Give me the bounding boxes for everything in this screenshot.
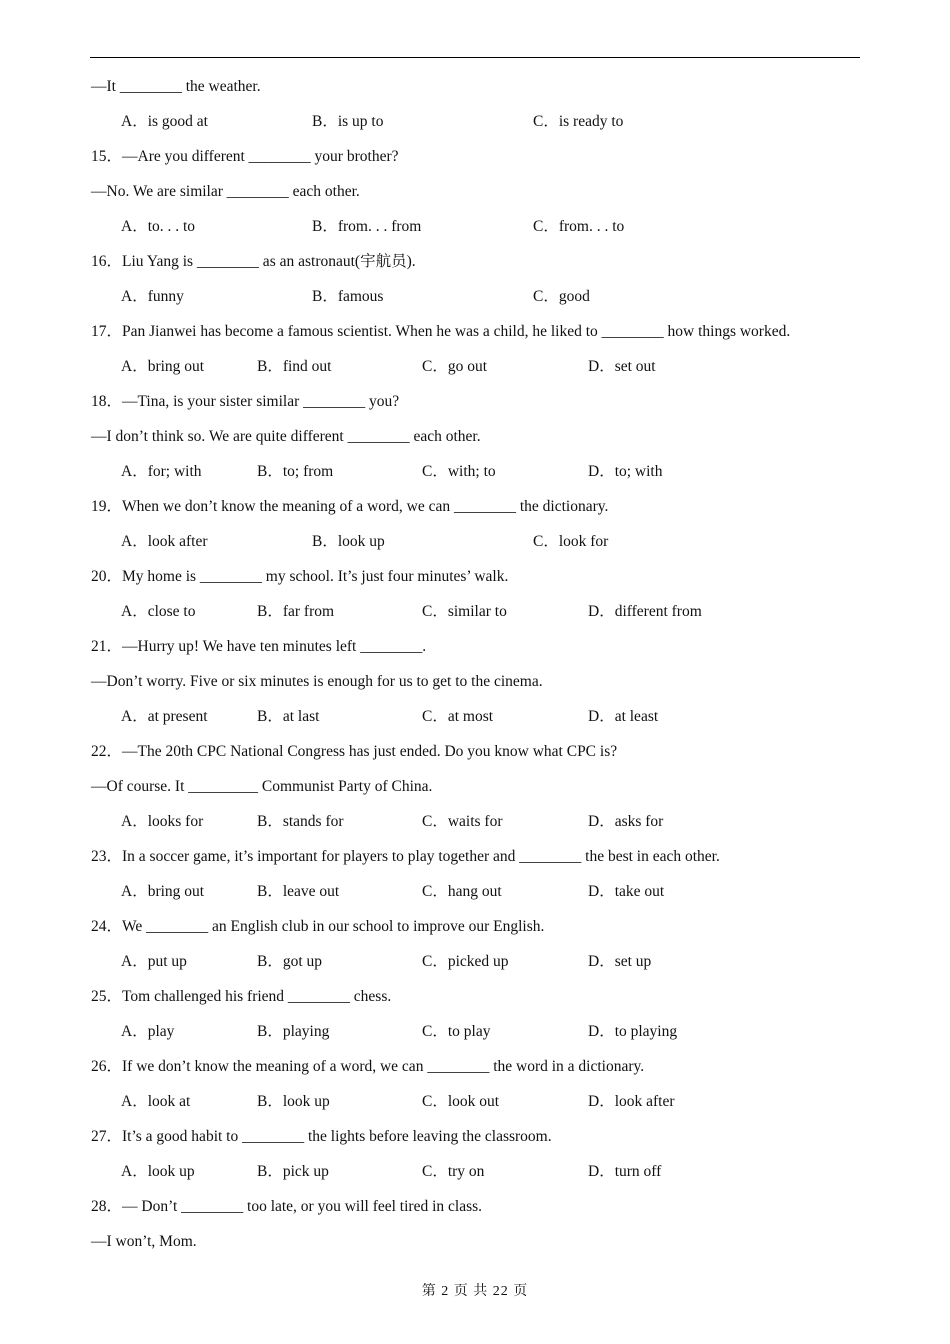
option-d[interactable]: D．at least [588, 708, 659, 725]
line-text: 27．It’s a good habit to ________ the lights before leaving the classroom. [91, 1128, 552, 1145]
option-a[interactable]: A．for; with [121, 463, 202, 480]
option-c[interactable]: C．waits for [422, 813, 503, 830]
option-c[interactable]: C．from. . . to [533, 218, 625, 235]
option-c[interactable]: C．hang out [422, 883, 502, 900]
line-text: 18．—Tina, is your sister similar ________ you? [91, 393, 400, 410]
answer-options [0, 705, 950, 729]
option-b[interactable]: B．famous [312, 288, 384, 305]
answer-options [0, 285, 950, 309]
answer-options [0, 530, 950, 554]
option-b[interactable]: B．stands for [257, 813, 344, 830]
option-d[interactable]: D．different from [588, 603, 702, 620]
question-stem [0, 845, 950, 869]
answer-options [0, 600, 950, 624]
question-stem [0, 565, 950, 589]
option-a[interactable]: A．put up [121, 953, 187, 970]
option-b[interactable]: B．is up to [312, 113, 384, 130]
line-text: —Of course. It _________ Communist Party of China. [91, 778, 433, 795]
option-b[interactable]: B．to; from [257, 463, 334, 480]
option-c[interactable]: C．at most [422, 708, 494, 725]
question-stem [0, 1125, 950, 1149]
option-c[interactable]: C．picked up [422, 953, 509, 970]
option-d[interactable]: D．set up [588, 953, 652, 970]
option-b[interactable]: B．far from [257, 603, 335, 620]
option-a[interactable]: A．bring out [121, 883, 205, 900]
option-c[interactable]: C．look out [422, 1093, 500, 1110]
option-d[interactable]: D．look after [588, 1093, 675, 1110]
line-text: 28．— Don’t ________ too late, or you will feel tired in class. [91, 1198, 483, 1215]
header-rule [90, 57, 860, 58]
answer-options [0, 1090, 950, 1114]
line-text: 17．Pan Jianwei has become a famous scientist. When he was a child, he liked to ________ how things worked. [91, 323, 791, 340]
answer-options [0, 1020, 950, 1044]
dialogue-line [0, 75, 950, 99]
question-stem [0, 635, 950, 659]
line-text: 16．Liu Yang is ________ as an astronaut(宇航员). [91, 253, 416, 270]
line-text: 20．My home is ________ my school. It’s just four minutes’ walk. [91, 568, 509, 585]
option-b[interactable]: B．playing [257, 1023, 330, 1040]
question-stem [0, 320, 950, 344]
line-text: —No. We are similar ________ each other. [91, 183, 360, 200]
line-text: —Don’t worry. Five or six minutes is enough for us to get to the cinema. [91, 673, 543, 690]
line-text: 25．Tom challenged his friend ________ chess. [91, 988, 392, 1005]
dialogue-line [0, 425, 950, 449]
answer-options [0, 355, 950, 379]
option-c[interactable]: C．try on [422, 1163, 485, 1180]
dialogue-line [0, 1230, 950, 1254]
option-b[interactable]: B．got up [257, 953, 323, 970]
option-d[interactable]: D．take out [588, 883, 665, 900]
option-c[interactable]: C．with; to [422, 463, 496, 480]
line-text: 23．In a soccer game, it’s important for players to play together and ________ the best in each other. [91, 848, 720, 865]
option-a[interactable]: A．look up [121, 1163, 195, 1180]
answer-options [0, 110, 950, 134]
option-b[interactable]: B．leave out [257, 883, 340, 900]
option-d[interactable]: D．to; with [588, 463, 663, 480]
question-stem [0, 1055, 950, 1079]
option-c[interactable]: C．look for [533, 533, 609, 550]
dialogue-line [0, 775, 950, 799]
question-stem [0, 145, 950, 169]
option-a[interactable]: A．close to [121, 603, 196, 620]
option-a[interactable]: A．look after [121, 533, 208, 550]
option-a[interactable]: A．at present [121, 708, 208, 725]
line-text: 24．We ________ an English club in our school to improve our English. [91, 918, 545, 935]
answer-options [0, 810, 950, 834]
option-a[interactable]: A．looks for [121, 813, 204, 830]
option-a[interactable]: A．look at [121, 1093, 191, 1110]
option-c[interactable]: C．to play [422, 1023, 491, 1040]
question-stem [0, 1195, 950, 1219]
option-a[interactable]: A．play [121, 1023, 175, 1040]
option-c[interactable]: C．is ready to [533, 113, 624, 130]
line-text: —I won’t, Mom. [91, 1233, 197, 1250]
option-a[interactable]: A．to. . . to [121, 218, 196, 235]
line-text: 26．If we don’t know the meaning of a word, we can ________ the word in a dictionary. [91, 1058, 645, 1075]
question-stem [0, 495, 950, 519]
option-d[interactable]: D．turn off [588, 1163, 662, 1180]
option-b[interactable]: B．from. . . from [312, 218, 422, 235]
question-stem [0, 740, 950, 764]
dialogue-line [0, 180, 950, 204]
question-stem [0, 390, 950, 414]
option-a[interactable]: A．funny [121, 288, 184, 305]
answer-options [0, 880, 950, 904]
answer-options [0, 950, 950, 974]
question-stem [0, 915, 950, 939]
dialogue-line [0, 670, 950, 694]
option-b[interactable]: B．pick up [257, 1163, 329, 1180]
line-text: 21．—Hurry up! We have ten minutes left ________. [91, 638, 427, 655]
option-d[interactable]: D．to playing [588, 1023, 678, 1040]
line-text: —I don’t think so. We are quite different ________ each other. [91, 428, 481, 445]
option-b[interactable]: B．look up [257, 1093, 330, 1110]
option-b[interactable]: B．look up [312, 533, 385, 550]
page-footer: 第 2 页 共 22 页 [421, 1284, 529, 1299]
option-c[interactable]: C．similar to [422, 603, 507, 620]
option-c[interactable]: C．go out [422, 358, 488, 375]
answer-options [0, 460, 950, 484]
option-b[interactable]: B．find out [257, 358, 332, 375]
question-stem [0, 985, 950, 1009]
option-a[interactable]: A．bring out [121, 358, 205, 375]
line-text: —It ________ the weather. [91, 78, 261, 95]
option-c[interactable]: C．good [533, 288, 590, 305]
line-text: 22．—The 20th CPC National Congress has just ended. Do you know what CPC is? [91, 743, 618, 760]
line-text: 15．—Are you different ________ your brother? [91, 148, 399, 165]
option-a[interactable]: A．is good at [121, 113, 208, 130]
answer-options [0, 215, 950, 239]
line-text: 19．When we don’t know the meaning of a word, we can ________ the dictionary. [91, 498, 609, 515]
option-d[interactable]: D．set out [588, 358, 656, 375]
answer-options [0, 1160, 950, 1184]
option-b[interactable]: B．at last [257, 708, 320, 725]
option-d[interactable]: D．asks for [588, 813, 664, 830]
question-stem [0, 250, 950, 274]
